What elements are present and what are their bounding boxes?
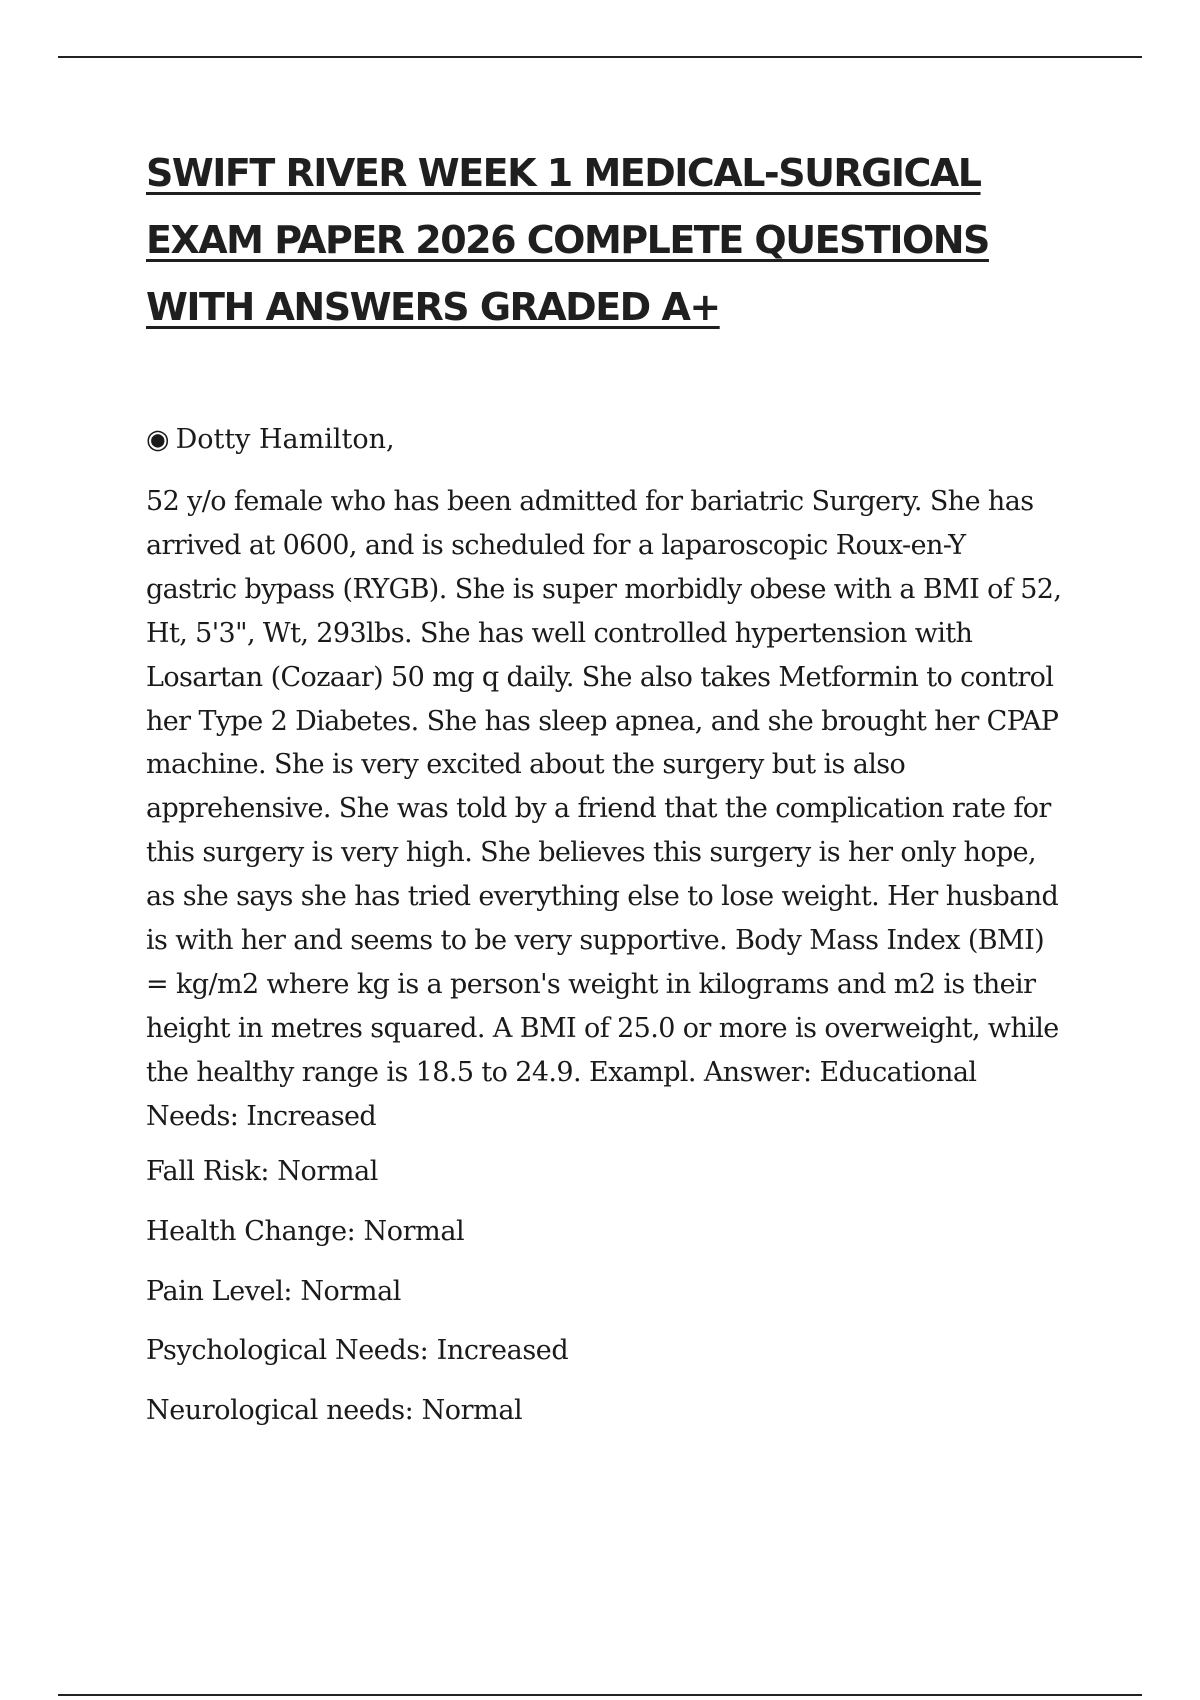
- case-line: this surgery is very high. She believes this surgery is her only hope,: [146, 837, 1037, 869]
- case-line: Needs: Increased: [146, 1100, 377, 1132]
- case-line: the healthy range is 18.5 to 24.9. Exampl. Answer: Educational: [146, 1056, 977, 1088]
- patient-name: Dotty Hamilton,: [175, 424, 395, 455]
- finding-fall-risk: Fall Risk: Normal: [146, 1156, 379, 1187]
- title-line: EXAM PAPER 2026 COMPLETE QUESTIONS: [146, 218, 989, 262]
- finding-psychological-needs: Psychological Needs: Increased: [146, 1335, 569, 1366]
- case-line: gastric bypass (RYGB). She is super morbidly obese with a BMI of 52,: [146, 573, 1062, 605]
- case-line: as she says she has tried everything else to lose weight. Her husband: [146, 881, 1059, 913]
- case-description: [146, 480, 1106, 1139]
- top-rule: [58, 56, 1142, 58]
- title-line: SWIFT RIVER WEEK 1 MEDICAL-SURGICAL: [146, 151, 981, 195]
- case-line: machine. She is very excited about the surgery but is also: [146, 749, 906, 781]
- case-line: Losartan (Cozaar) 50 mg q daily. She also takes Metformin to control: [146, 661, 1054, 693]
- document-title: [146, 140, 1106, 341]
- page-content: [146, 140, 1106, 1426]
- finding-neurological-needs: Neurological needs: Normal: [146, 1395, 523, 1426]
- bottom-rule: [58, 1694, 1142, 1696]
- case-line: 52 y/o female who has been admitted for bariatric Surgery. She has: [146, 486, 1034, 517]
- case-line: Ht, 5'3", Wt, 293lbs. She has well controlled hypertension with: [146, 617, 973, 649]
- case-line: her Type 2 Diabetes. She has sleep apnea, and she brought her CPAP: [146, 705, 1059, 737]
- finding-health-change: Health Change: Normal: [146, 1216, 465, 1247]
- case-line: is with her and seems to be very supportive. Body Mass Index (BMI): [146, 925, 1045, 957]
- radio-bullet-icon: ◉: [146, 424, 170, 455]
- case-line: apprehensive. She was told by a friend that the complication rate for: [146, 793, 1051, 825]
- title-line: WITH ANSWERS GRADED A+: [146, 285, 720, 329]
- finding-pain-level: Pain Level: Normal: [146, 1276, 402, 1307]
- patient-heading: [146, 422, 395, 458]
- case-line: = kg/m2 where kg is a person's weight in kilograms and m2 is their: [146, 968, 1036, 1000]
- case-line: height in metres squared. A BMI of 25.0 or more is overweight, while: [146, 1012, 1059, 1044]
- case-line: arrived at 0600, and is scheduled for a laparoscopic Roux-en-Y: [146, 529, 966, 561]
